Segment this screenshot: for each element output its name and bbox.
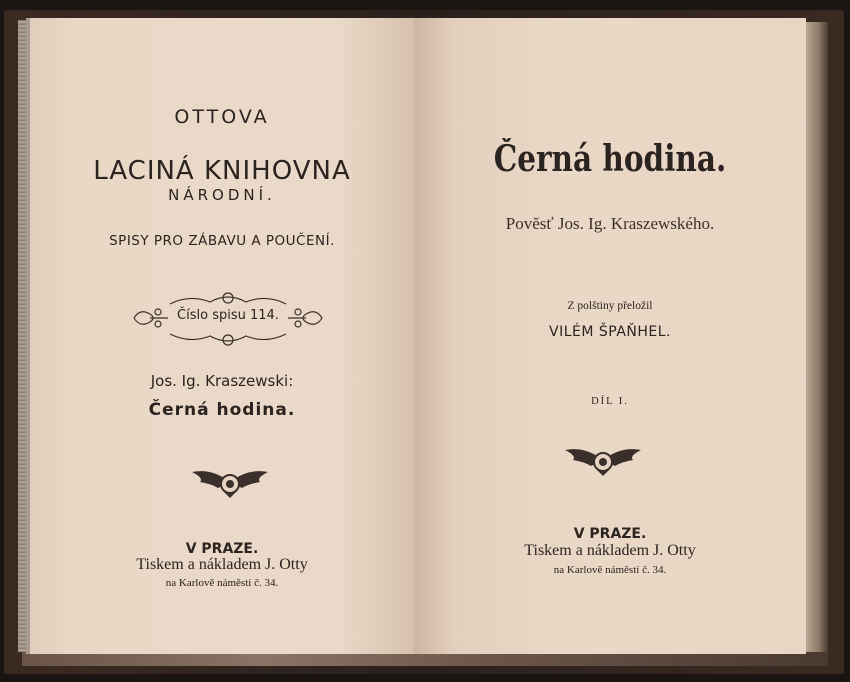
printer-left: Tiskem a nákladem J. Otty: [136, 556, 308, 573]
address-right: na Karlově náměstí č. 34.: [553, 564, 667, 576]
book-title-left: Černá hodina.: [148, 400, 296, 420]
volume-number: Číslo spisu 114.: [177, 308, 279, 323]
translated-note: Z polštiny přeložil: [567, 300, 653, 312]
translator-name: VILÉM ŠPAŇHEL.: [549, 324, 671, 340]
winged-emblem-icon: [190, 464, 270, 500]
address-left: na Karlově náměstí č. 34.: [165, 577, 279, 589]
book-title-right: Černá hodina.: [493, 138, 727, 180]
left-page: [30, 18, 414, 654]
place-right: V PRAZE.: [573, 526, 647, 542]
series-subtitle: SPISY PRO ZÁBAVU A POUČENÍ.: [109, 233, 335, 249]
author-name: Jos. Ig. Kraszewski:: [150, 372, 294, 390]
place-left: V PRAZE.: [185, 541, 259, 557]
series-line-1: OTTOVA: [174, 106, 270, 128]
publisher-emblem-left: [190, 464, 270, 500]
series-line-3: NÁRODNÍ.: [168, 186, 276, 204]
printer-right: Tiskem a nákladem J. Otty: [524, 542, 696, 559]
part-label: DÍL I.: [591, 396, 629, 407]
publisher-emblem-right: [563, 442, 643, 478]
winged-emblem-icon: [563, 442, 643, 478]
volume-ornament: [130, 290, 326, 346]
cover-bottom-edge: [22, 652, 828, 666]
book-subtitle: Povĕsť Jos. Ig. Kraszewského.: [505, 214, 715, 233]
right-page: [414, 18, 806, 654]
series-line-2: LACINÁ KNIHOVNA: [93, 156, 351, 186]
page-edges-right: [806, 22, 828, 652]
